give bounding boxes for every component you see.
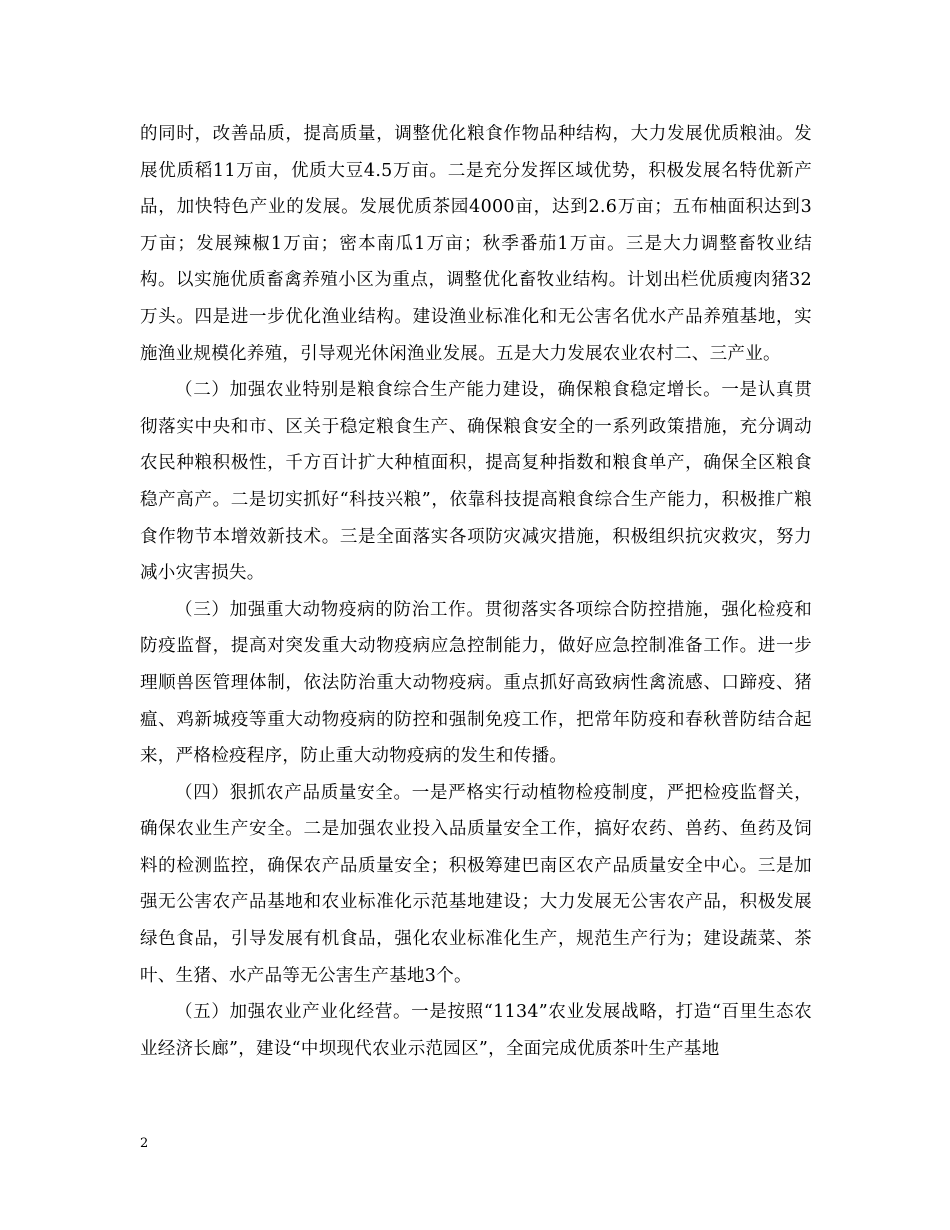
page-number: 2 <box>140 1136 149 1151</box>
paragraph-4: （四）狠抓农产品质量安全。一是严格实行动植物检疫制度，严把检疫监督关，确保农业生产安全。二是加强农业投入品质量安全工作，搞好农药、兽药、鱼药及饲料的检测监控，确保农产品质量安全；积极筹建巴南区农产品质量安全中心。三是加强无公害农产品基地和农业标准化示范基地建设；大力发展无公害农产品，积极发展绿色食品，引导发展有机食品，强化农业标准化生产，规范生产行为；建设蔬菜、茶叶、生猪、水产品等无公害生产基地3个。 <box>140 782 812 986</box>
paragraph-2: （二）加强农业特别是粮食综合生产能力建设，确保粮食稳定增长。一是认真贯彻落实中央和市、区关于稳定粮食生产、确保粮食安全的一系列政策措施，充分调动农民种粮积极性，千方百计扩大种植面积，提高复种指数和粮食单产，确保全区粮食稳产高产。二是切实抓好“科技兴粮”，依靠科技提高粮食综合生产能力，积极推广粮食作物节本增效新技术。三是全面落实各项防灾减灾措施，积极组织抗灾救灾，努力减小灾害损失。 <box>140 380 812 584</box>
document-body <box>140 116 812 1067</box>
paragraph-5: （五）加强农业产业化经营。一是按照“1134”农业发展战略，打造“百里生态农业经济长廊”，建设“中坝现代农业示范园区”，全面完成优质茶叶生产基地 <box>140 1002 812 1059</box>
paragraph-3: （三）加强重大动物疫病的防治工作。贯彻落实各项综合防控措施，强化检疫和防疫监督，提高对突发重大动物疫病应急控制能力，做好应急控制准备工作。进一步理顺兽医管理体制，依法防治重大动物疫病。重点抓好高致病性禽流感、口蹄疫、猪瘟、鸡新城疫等重大动物疫病的防控和强制免疫工作，把常年防疫和春秋普防结合起来，严格检疫程序，防止重大动物疫病的发生和传播。 <box>140 599 812 767</box>
paragraph-1: 的同时，改善品质，提高质量，调整优化粮食作物品种结构，大力发展优质粮油。发展优质稻11万亩，优质大豆4.5万亩。二是充分发挥区域优势，积极发展名特优新产品，加快特色产业的发展。发展优质茶园4000亩，达到2.6万亩；五布柚面积达到3万亩；发展辣椒1万亩；密本南瓜1万亩；秋季番茄1万亩。三是大力调整畜牧业结构。以实施优质畜禽养殖小区为重点，调整优化畜牧业结构。计划出栏优质瘦肉猪32万头。四是进一步优化渔业结构。建设渔业标准化和无公害名优水产品养殖基地，实施渔业规模化养殖，引导观光休闲渔业发展。五是大力发展农业农村二、三产业。 <box>140 124 812 364</box>
